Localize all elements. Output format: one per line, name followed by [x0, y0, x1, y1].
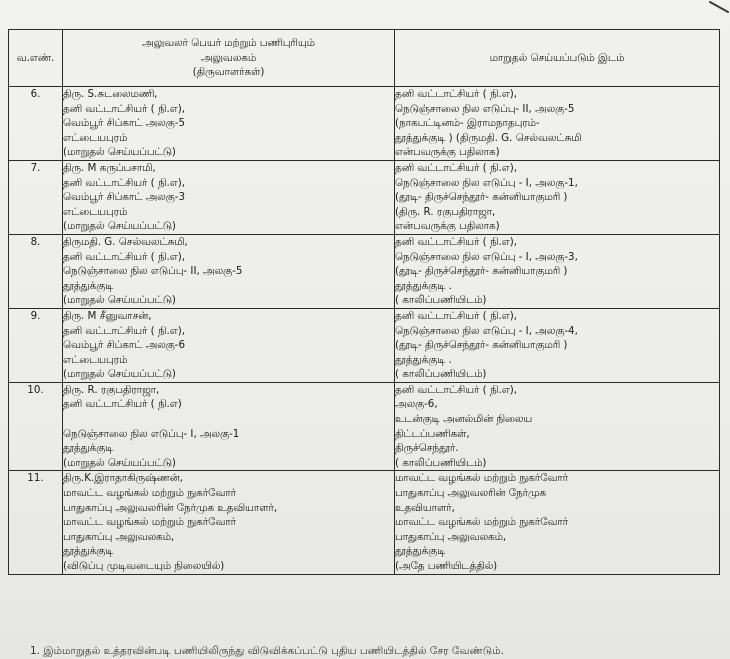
place-line: திருச்செந்தூர்.: [395, 442, 459, 455]
officer-line: மாவட்ட வழங்கல் மற்றும் நுகர்வோர்: [63, 487, 237, 500]
place-line: அலகு-6,: [395, 398, 438, 411]
officer-cell: [63, 160, 395, 234]
officer-line: தனி வட்டாட்சியர் ( நி.எ),: [63, 102, 186, 115]
header-officer-line: (திருவாளர்கள்): [192, 66, 265, 79]
place-line: (தூடி- திருச்செந்தூர்- கன்னியாகுமரி ): [395, 191, 568, 204]
place-line: (தூடி- திருச்செந்தூர்- கன்னியாகுமரி ): [395, 265, 568, 278]
officer-line: தனி வட்டாட்சியர் ( நி.எ),: [63, 324, 186, 337]
officer-cell: [63, 308, 395, 382]
place-line: ( காலிப்பணியிடம்): [395, 368, 487, 381]
place-line: ( காலிப்பணியிடம்): [395, 294, 487, 307]
place-line: பாதுகாப்பு அலுவலகம்,: [395, 530, 507, 543]
pen-stroke-mark: [708, 0, 730, 14]
officer-line: (மாறுதல் செய்யப்பட்டு): [63, 146, 176, 159]
place-line: தனி வட்டாட்சியர் ( நி.எ),: [395, 309, 518, 322]
place-line: (தூடி- திருச்செந்தூர்- கன்னியாகுமரி ): [395, 339, 568, 352]
table-row: [9, 87, 720, 161]
table-header-row: [9, 30, 720, 87]
header-officer-line: அலுவலர் பெயர் மற்றும் பணிபுரியும்: [142, 37, 315, 50]
serial-number: 11.: [9, 471, 63, 574]
officer-line: திரு.K.இராதாகிருஷ்ணன்,: [63, 472, 183, 485]
officer-line: (மாறுதல் செய்யப்பட்டு): [63, 294, 176, 307]
place-line: நெடுஞ்சாலை நில எடுப்பு - I, அலகு-3,: [395, 250, 578, 263]
officer-line: வெம்பூர் சிப்காட் அலகு-5: [63, 117, 186, 130]
officer-line: நெடுஞ்சாலை நில எடுப்பு- II, அலகு-5: [63, 265, 243, 278]
officer-line: தனி வட்டாட்சியர் ( நி.எ),: [63, 176, 186, 189]
place-line: தனி வட்டாட்சியர் ( நி.எ),: [395, 383, 518, 396]
officer-line: எட்டையபுரம்: [63, 131, 128, 144]
place-line: ( காலிப்பணியிடம்): [395, 456, 487, 469]
officer-line: (மாறுதல் செய்யப்பட்டு): [63, 456, 176, 469]
officer-line: (விடுப்பு முடிவடையும் நிலையில்): [63, 560, 225, 572]
officer-line: (மாறுதல் செய்யப்பட்டு): [63, 368, 176, 381]
officer-line: வெம்பூர் சிப்காட் அலகு-6: [63, 339, 186, 352]
officer-line: எட்டையபுரம்: [63, 205, 128, 218]
place-line: திட்டப்பணிகள்,: [395, 427, 470, 440]
transfer-place-cell: [395, 471, 720, 574]
officer-line: திரு. M சீனுவாசன்,: [63, 309, 152, 322]
officer-line: நெடுஞ்சாலை நில எடுப்பு- I, அலகு-1: [63, 427, 240, 440]
officer-line: தூத்துக்குடி: [63, 442, 114, 455]
officer-cell: [63, 471, 395, 574]
place-line: தனி வட்டாட்சியர் ( நி.எ),: [395, 88, 518, 100]
officer-line: மாவட்ட வழங்கல் மற்றும் நுகர்வோர்: [63, 516, 237, 529]
officer-line: தூத்துக்குடி: [63, 279, 114, 292]
header-officer-line: அலுவலகம்: [200, 51, 257, 64]
place-line: என்பவருக்கு பதிலாக): [395, 220, 500, 233]
officer-line: தனி வட்டாட்சியர் ( நி.எ),: [63, 250, 186, 263]
serial-number: 9.: [9, 308, 63, 382]
officer-line: தனி வட்டாட்சியர் ( நி.எ): [63, 398, 182, 411]
transfer-place-cell: [395, 160, 720, 234]
place-line: மாவட்ட வழங்கல் மற்றும் நுகர்வோர்: [395, 472, 569, 485]
transfer-place-cell: [395, 382, 720, 471]
officer-line: திரு. R. ரகுபதிராஜா,: [63, 383, 160, 396]
place-line: தூத்துக்குடி: [395, 545, 446, 558]
place-line: பாதுகாப்பு அலுவலரின் நேர்முக: [395, 487, 546, 500]
place-line: தூத்துக்குடி .: [395, 353, 452, 366]
table-row: [9, 382, 720, 471]
transfer-place-cell: [395, 234, 720, 308]
place-line: நெடுஞ்சாலை நில எடுப்பு - I, அலகு-1,: [395, 176, 578, 189]
place-line: உடன்குடி அனல்மின் நிலைய: [395, 413, 533, 426]
serial-number: 10.: [9, 382, 63, 471]
place-line: தூத்துக்குடி ) (திருமதி. G. செல்வலட்சுமி: [395, 131, 582, 144]
header-transfer-place: மாறுதல் செய்யப்படும் இடம்: [395, 30, 720, 87]
place-line: (நாகபட்டினம்- இராமநாதபுரம்-: [395, 117, 540, 130]
header-serial-no: வ.எண்.: [9, 30, 63, 87]
footnote-text: 1. இம்மாறுதல் உத்தரவின்படி பணியிலிருந்து விடுவிக்கப்பட்டு புதிய பணியிடத்தில் சேர வேண்டும்.: [30, 645, 504, 657]
table-row: [9, 308, 720, 382]
place-line: தூத்துக்குடி .: [395, 279, 452, 292]
officer-line: பாதுகாப்பு அலுவலரின் நேர்முக உதவியாளர்,: [63, 501, 278, 514]
officer-line: திரு. S.சுடலைமணி,: [63, 88, 158, 100]
transfer-order-table: [8, 29, 720, 575]
officer-line: திருமதி. G. செல்வலட்சுமி,: [63, 235, 188, 248]
serial-number: 7.: [9, 160, 63, 234]
table-row: [9, 471, 720, 574]
header-officer: [63, 30, 395, 87]
place-line: நெடுஞ்சாலை நில எடுப்பு - I, அலகு-4,: [395, 324, 578, 337]
footnote: [30, 645, 590, 659]
officer-line: [63, 412, 394, 427]
officer-cell: [63, 234, 395, 308]
serial-number: 8.: [9, 234, 63, 308]
officer-line: வெம்பூர் சிப்காட் அலகு-3: [63, 191, 186, 204]
place-line: உதவியாளர்,: [395, 501, 455, 514]
table-row: [9, 160, 720, 234]
transfer-place-cell: [395, 308, 720, 382]
place-line: தனி வட்டாட்சியர் ( நி.எ),: [395, 235, 518, 248]
officer-line: திரு. M கருப்பசாமி,: [63, 161, 156, 174]
officer-cell: [63, 87, 395, 161]
place-line: (அதே பணியிடத்தில்): [395, 560, 498, 572]
officer-line: பாதுகாப்பு அலுவலகம்,: [63, 530, 175, 543]
officer-line: எட்டையபுரம்: [63, 353, 128, 366]
officer-cell: [63, 382, 395, 471]
transfer-place-cell: [395, 87, 720, 161]
serial-number: 6.: [9, 87, 63, 161]
officer-line: (மாறுதல் செய்யப்பட்டு): [63, 220, 176, 233]
table-row: [9, 234, 720, 308]
place-line: நெடுஞ்சாலை நில எடுப்பு- II, அலகு-5: [395, 102, 575, 115]
place-line: என்பவருக்கு பதிலாக): [395, 146, 500, 159]
place-line: மாவட்ட வழங்கல் மற்றும் நுகர்வோர்: [395, 516, 569, 529]
officer-line: தூத்துக்குடி: [63, 545, 114, 558]
place-line: தனி வட்டாட்சியர் ( நி.எ),: [395, 161, 518, 174]
place-line: (திரு. R. ரகுபதிராஜா,: [395, 205, 496, 218]
